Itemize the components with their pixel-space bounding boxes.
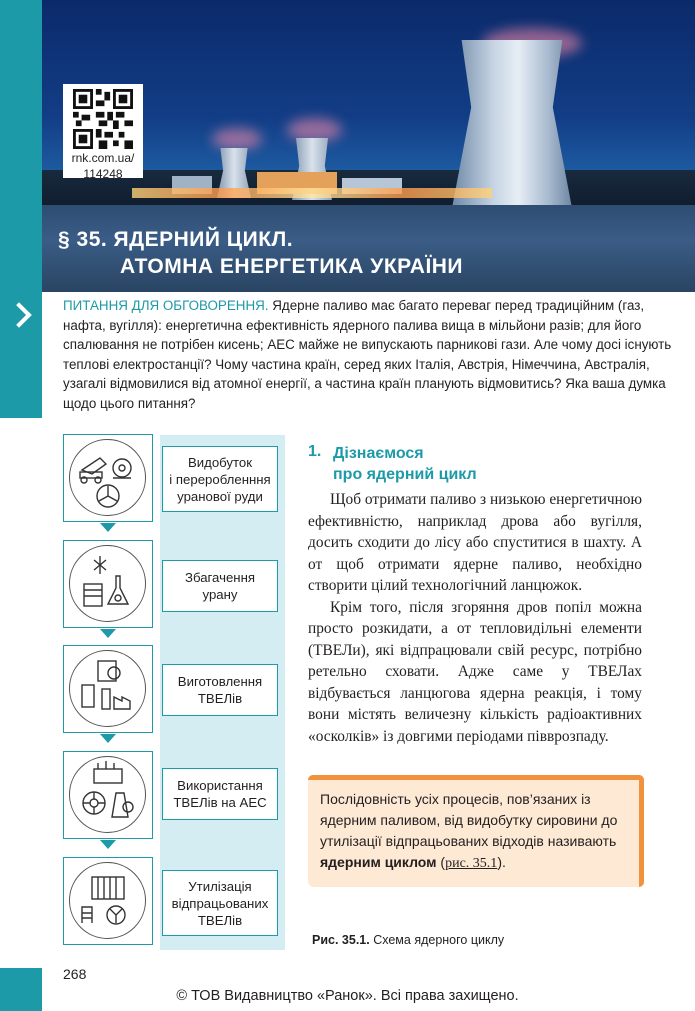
definition-text-part: ). — [497, 854, 506, 870]
step-label-3 — [162, 664, 278, 716]
mining-icon — [69, 439, 146, 516]
qr-code-icon[interactable] — [73, 89, 133, 149]
step-icon-box-1 — [63, 434, 153, 522]
step-label-1 — [162, 446, 278, 512]
chevron-right-icon — [6, 302, 31, 327]
figure-caption — [312, 933, 504, 947]
copyright-notice: © ТОВ Видавництво «Ранок». Всі права захищено. — [176, 988, 519, 1004]
definition-text-part: ( — [436, 854, 446, 870]
step-4-line: ТВЕЛів на АЕС — [173, 795, 267, 810]
step-4-line: Використання — [177, 778, 263, 793]
section-heading-line1: Дізнаємося — [333, 445, 424, 462]
step-label-5 — [162, 870, 278, 936]
step-3-line: ТВЕЛів — [197, 691, 243, 706]
step-icon-box-5 — [63, 857, 153, 945]
step-1-line: і переробленння — [169, 471, 271, 487]
arrow-down-icon — [100, 840, 116, 849]
step-icon-box-4 — [63, 751, 153, 839]
step-5-line: ТВЕЛів — [197, 912, 243, 928]
caption-label: Рис. 35.1. — [312, 933, 370, 947]
title-line-2: АТОМНА ЕНЕРГЕТИКА УКРАЇНИ — [120, 255, 464, 278]
page-number: 268 — [63, 966, 87, 982]
definition-box — [308, 775, 644, 887]
section-number: 1. — [308, 443, 322, 460]
definition-term: ядерним циклом — [320, 854, 437, 870]
definition-text — [320, 789, 630, 874]
body-paragraph-2: Крім того, після згоряння дров попіл можна просто розкидати, а от тепловидільні елементи (ТВЕЛи), які відпрацювали свій ресурс, потрібно ретельно сховати. Адже саме у ТВЕЛах відбувається ланцюгова ядерна реакція, і тому вони містять величезну кількість радіоактивних «осколків» із довгими періодами півврозпаду. — [308, 598, 642, 745]
step-2-line: урану — [202, 587, 238, 602]
qr-link-text[interactable] — [63, 150, 143, 182]
qr-link-line1[interactable]: rnk.com.ua/ — [71, 151, 135, 165]
section-heading — [333, 443, 477, 485]
definition-accent-top — [308, 775, 644, 780]
factory-icon — [69, 650, 146, 727]
step-1-line: Видобуток — [187, 454, 253, 470]
arrow-down-icon — [100, 629, 116, 638]
arrow-down-icon — [100, 523, 116, 532]
discussion-text: Ядерне паливо має багато переваг перед традиційним (газ, нафта, вугілля): енергетична ефективність ядерного палива вища в мільйони разів; для його спалювання не потрібен кисень; АЕС майже не випускають парникові гази. Але чому досі існують теплові електростанції? Чому частина країн, серед яких Італія, Австрія, Німеччина, Австралія, узагалі відмовилися від атомної енергії, а частина країн планують відмовитись? Яка ваша думка щодо цього питання? — [63, 298, 672, 411]
figure-reference-link[interactable]: рис. 35.1 — [445, 856, 498, 871]
discussion-marker-bar — [0, 292, 42, 418]
definition-accent-right — [639, 775, 644, 887]
step-1-line: уранової руди — [177, 488, 263, 504]
discussion-label: ПИТАННЯ ДЛЯ ОБГОВОРЕННЯ. — [63, 298, 269, 313]
definition-text-part: Послідовність усіх процесів, пов’язаних із ядерним паливом, від видобутку сировини до утилізації відпрацьованих відходів називають — [320, 791, 618, 849]
discussion-question — [63, 296, 673, 413]
title-line-1: § 35. ЯДЕРНИЙ ЦИКЛ. — [58, 228, 294, 251]
left-accent-bar-top — [0, 0, 42, 292]
body-text — [308, 489, 642, 747]
qr-link-line2[interactable]: 114248 — [83, 167, 123, 181]
step-5-line: Утилізація — [188, 878, 252, 894]
step-icon-box-2 — [63, 540, 153, 628]
step-5-line: відпрацьованих — [171, 895, 269, 911]
body-paragraph-1: Щоб отримати паливо з низькою енергетичною ефективністю, наприклад дрова або вугілля, досить сходити до лісу або спуститися в шахту. А от щоб отримати ядерне паливо, необхідно створити цілий технологічний ланцюжок. — [308, 491, 642, 594]
step-3-line: Виготовлення — [177, 674, 263, 689]
caption-text: Схема ядерного циклу — [369, 933, 505, 947]
step-label-4 — [162, 768, 278, 820]
step-icon-box-3 — [63, 645, 153, 733]
waste-disposal-icon — [69, 862, 146, 939]
step-2-line: Збагачення — [184, 570, 256, 585]
power-plant-icon — [69, 756, 146, 833]
enrichment-icon — [69, 545, 146, 622]
section-heading-line2: про ядерний цикл — [333, 466, 477, 483]
page-title — [58, 226, 463, 280]
step-label-2 — [162, 560, 278, 612]
arrow-down-icon — [100, 734, 116, 743]
